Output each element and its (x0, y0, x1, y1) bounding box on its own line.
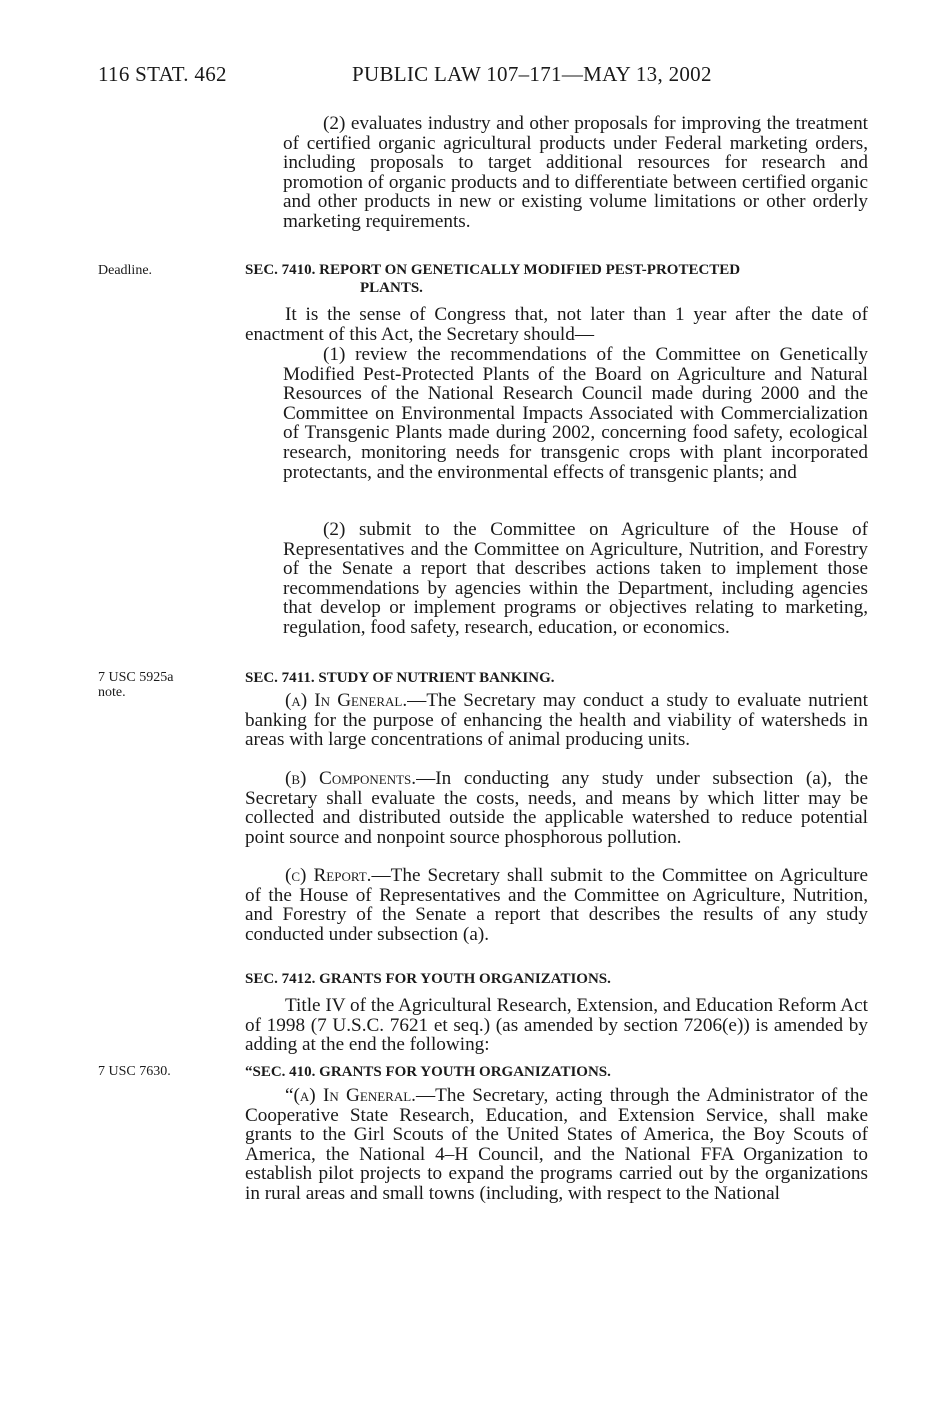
sec-410-a-label: “(a) In General. (285, 1085, 416, 1106)
sec-7412-heading: SEC. 7412. GRANTS FOR YOUTH ORGANIZATIONS. (245, 971, 611, 987)
margin-note-7-usc-5925a (98, 670, 218, 700)
margin-note-7-usc-5925a-line1: 7 USC 5925a (98, 670, 174, 685)
sec-7411-subsection-b (245, 769, 868, 847)
sec-7411-b-text: —In conducting any study under subsection (a), the Secretary shall evaluate the costs, needs, and means by which litter may be collected and distributed outside the applicable watershed to reduce potential point source and nonpoint source phosphorous pollution. (245, 768, 869, 848)
sec-7411-a-label: (a) In General. (285, 690, 408, 711)
sec-7412-intro: Title IV of the Agricultural Research, Extension, and Education Reform Act of 1998 (7 U.S.C. 7621 et seq.) (as amended by section 7206(e)) is amended by adding at the end the following: (245, 995, 868, 1056)
margin-note-deadline: Deadline. (98, 263, 153, 278)
sec-7411-c-label: (c) Report. (285, 865, 372, 886)
sec-7411-subsection-a (245, 691, 868, 750)
sec-7410-item-2: (2) submit to the Committee on Agriculture of the House of Representatives and the Committee on Agriculture, Nutrition, and Forestry of the Senate a report that describes actions taken to implement those recommendations by agencies within the Department, including agencies that develop or implement programs or objectives relating to marketing, regulation, food safety, research, education, or economics. (283, 519, 868, 638)
sec-7410-heading-line2: PLANTS. (360, 280, 423, 296)
sec-7410-heading-line1: SEC. 7410. REPORT ON GENETICALLY MODIFIED PEST-PROTECTED (245, 262, 741, 278)
running-title: PUBLIC LAW 107–171—MAY 13, 2002 (352, 62, 712, 86)
margin-note-7-usc-5925a-line2: note. (98, 685, 126, 700)
page-number: 116 STAT. 462 (98, 62, 227, 86)
sec-7411-heading: SEC. 7411. STUDY OF NUTRIENT BANKING. (245, 670, 555, 686)
sec-7411-b-label: (b) Components. (285, 768, 417, 789)
sec-7411-subsection-c (245, 866, 868, 944)
margin-note-7-usc-7630: 7 USC 7630. (98, 1064, 171, 1079)
sec-7411-c-text: —The Secretary shall submit to the Committee on Agriculture of the House of Representatives and the Committee on Agriculture, Nutrition, and Forestry of the Senate a report that describes the results of any study conducted under subsection (a). (245, 865, 868, 945)
sec-7410-item-1: (1) review the recommendations of the Committee on Genetically Modified Pest-Protected Plants of the Board on Agriculture and Natural Resources of the National Research Council made during 2000 and the Committee on Environmental Impacts Associated with Commercialization of Transgenic Plants made during 2002, concerning food safety, ecological research, monitoring needs for transgenic crops with plant incorporated protectants, and the environmental effects of transgenic plants; and (283, 344, 868, 483)
sec-410-a-text: —The Secretary, acting through the Administrator of the Cooperative State Research, Education, and Extension Service, shall make grants to the Girl Scouts of the United States of America, the Boy Scouts of America, the National 4–H Council, and the National FFA Organization to establish pilot projects to expand the programs carried out by the organizations in rural areas and small towns (including, with respect to the National (245, 1085, 868, 1204)
sec-7410-heading (245, 261, 869, 297)
sec-7411-a-text: —The Secretary may conduct a study to evaluate nutrient banking for the purpose of enhancing the health and viability of watersheds in areas with large concentrations of animal producing units. (245, 690, 868, 751)
sec-410-subsection-a (245, 1086, 868, 1204)
sec-410-heading: “SEC. 410. GRANTS FOR YOUTH ORGANIZATIONS. (245, 1064, 611, 1080)
continuation-paragraph-2: (2) evaluates industry and other proposals for improving the treatment of certified organic agricultural products under Federal marketing orders, including proposals to target additional resources for research and promotion of organic products and to differentiate between certified organic and other products in new or existing volume limitations or other orderly marketing requirements. (283, 113, 868, 232)
sec-7410-intro: It is the sense of Congress that, not later than 1 year after the date of enactment of this Act, the Secretary should— (245, 304, 868, 345)
